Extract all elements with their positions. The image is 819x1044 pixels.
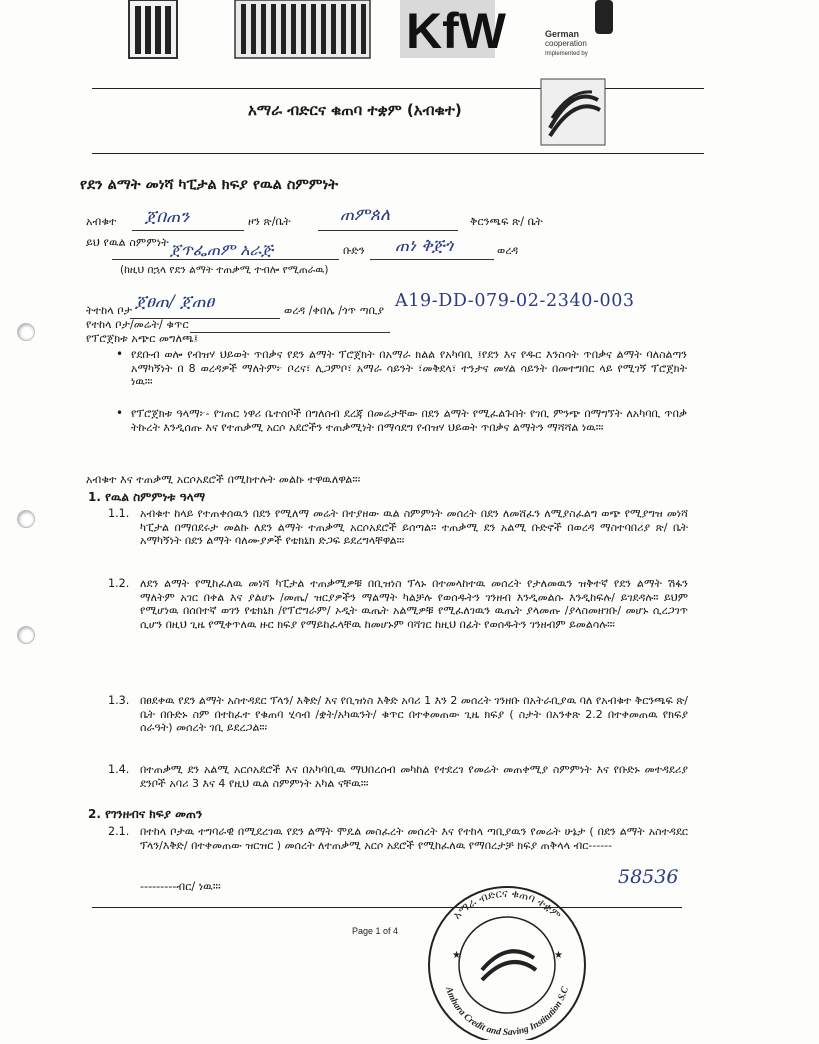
item-text: በተከላ ቦታዉ ተግባራዊ በሚደረገዉ የደን ልማት ሞዴል መስፈረት መሰረት እና የተከላ ጣቢያዉን የመሬት ሁኔታ ( በደን ልማት አስተዳደር ፕላን/እቅድ/ በተቀመጠው ዝርዝር ) መሰረት ለተጠቃሚ አርሶ አደሮች የሚከፈለዉ የማበረታቻ ክፍያ ጠቅላላ ብር------ — [140, 825, 688, 852]
item-text: ---------ብር/ ነዉ።፡ — [140, 880, 221, 893]
group-value: ጠነ ቅጅጎ — [395, 236, 454, 256]
document-title: የደን ልማት መነሻ ካፒታል ክፍያ የዉል ስምምነት — [80, 177, 339, 193]
punch-hole — [17, 323, 35, 341]
zone-value: ጠምጰለ — [340, 205, 391, 225]
section1-heading: 1. የዉል ስምምነቱ ዓላማ — [88, 490, 206, 504]
bullet-icon: • — [116, 347, 124, 361]
woreda-label: ወረዳ — [497, 244, 519, 257]
fill-line — [190, 332, 390, 333]
group-label: ቡድን — [343, 244, 365, 257]
ministry-logo — [235, 0, 370, 62]
acsi-logo — [540, 78, 606, 146]
branch-value: ጀበጠን — [145, 207, 190, 227]
ethiopia-emblem-logo — [127, 0, 179, 62]
site-suffix: ወረዳ /ቀበሌ /ጎጥ ጣቢያ — [284, 304, 385, 317]
punch-hole — [17, 626, 35, 644]
item-number: 1.1. — [108, 507, 130, 520]
header-rule — [92, 153, 704, 154]
item-number: 2.1. — [108, 825, 130, 838]
sub-branch-label: ቅርንጫፍ ጽ/ ቤት — [470, 215, 543, 228]
punch-hole — [17, 510, 35, 528]
kfw-logo — [400, 0, 506, 62]
bullet-text: የፕሮጀክቱ ዓላማ፦- የገጠር ነዋሪ ቤተሰቦች በግለሰብ ደረጃ በመሬታቸው በደን ልማት የሚፈልጉበት የገቢ ምንጭ በማግኘት ለአካባቢ ጥበቃ ትኩረት እንዲሰጡ እና የተጠቃሚ አርሶ አደሮችን ተጠቃሚነት በማሳደግ የብዝሃ ህይወት ጥበቃና ልማትን ማሻሻል ነዉ።፡ — [131, 407, 687, 434]
fill-line — [318, 230, 458, 231]
stamp-english-text: Amhara Credit and Saving Institution S.C — [443, 985, 571, 1039]
branch-label: አብቁተ — [86, 215, 117, 228]
svg-text:Amhara Credit and Saving Insti — [443, 985, 571, 1038]
bullet-icon: • — [116, 406, 124, 420]
site-label: ትተከላ ቦታ — [86, 304, 133, 317]
institution-title: አማራ ብድርና ቁጠባ ተቋም (አብቁተ) — [248, 101, 462, 119]
footer-rule — [92, 907, 682, 908]
plot-number: A19-DD-079-02-2340-003 — [395, 291, 635, 311]
contract-value: ጀጥፌጠም አራጅ — [170, 240, 274, 259]
amount-handwritten: 58536 — [618, 866, 679, 888]
item-number: 1.3. — [108, 694, 130, 707]
zone-label: ዞን ጽ/ቤት — [248, 215, 291, 228]
site-value: ጀፀጠ/ ጀጠፀ — [135, 292, 215, 312]
item-number: 1.2. — [108, 577, 130, 590]
item-text: ለደን ልማት የሚከፈለዉ መነሻ ካፒታል ተጠቃሚዎቹ በቢዝነስ ፕላኑ በተመላከተዉ መሰረት የታለመዉን ዝቅተኛ የደን ልማት ሽፋን ማለትም አገር በቀል እና ያልሆኑ /መጤ/ ዝርያዎችን ማልማት ካልቻሉ የወሰዱትን ገንዘብ እንዲመልሱ እንዲከፍሉ/ ይገደዳሉ። ይህም የሚሆነዉ በሰበተኛ ወገን የቴክኒክ /የፕሮግራም/ ኦዲት ዉጤት አልሚዎቹ የሚፈለገዉን ዉጤት ያላመጡ /ያላስመዘገቡ/ መሆኑ ሲረጋገጥ ሲሆን በዚህ ጊዜ የሚቀጥለዉ ዙር ክፍያ የማይከፈላቸዉ ከመሆኑም ባሻገር ከዚህ በፊት የወሰዱትን ገንዘብም ይመልሳሉ።፡ — [140, 577, 688, 631]
svg-text:★: ★ — [452, 950, 461, 961]
header-rule — [92, 88, 704, 89]
item-text: አብቁተ ከላይ የተጠቀሰዉን በደን የሚለማ መሬት በተያዘው ዉል ስምምነት መሰረት በደን ለመሸፈን ለሚያስፈልግ ወጭ የሚያግዝ መነሻ ካፒታል በማበደሩታ መልኩ ለደን ልማት ተጠቃሚ አርሶአደሮች ይሰጣል። ተጠቃሚ ደን አልሚ ቡድኖች በወረዳ ማስተባበሪያ ጽ/ ቤት አማካኝነት በደን ልማት ባለሙያዎች የቴክኒክ ድጋፍ ይደረግላቸዋል።፡ — [140, 507, 688, 548]
beneficiary-note: (ከዚህ በኋላ የደን ልማት ተጠቃሚ ተብሎ የሚጠራዉ) — [120, 264, 329, 276]
project-desc-label: የፕሮጀክቱ አጭር መግለጫ፤ — [86, 332, 199, 345]
item-text: በፀደቀዉ የደን ልማት አስተዳደር ፕላን/ እቅድ/ እና የቢዝነስ እቅድ አባሪ 1 እን 2 መሰረት ገንዘቡ በአትራቢያዉ ባለ የአብቁተ ቅርንጫፍ ጽ/ቤት በቡድኑ ስም በተከፈተ የቁጠባ ሂሳብ /ቋት/አካዉንት/ ቁጥር በተቀመጠው ጊዜ ክፍያ ( ስታት በአንቀጽ 2.2 በተቀመጠዉ የክፍያ ሰራዓት) መሰረት ገቢ ይደረጋል።፡ — [140, 694, 688, 735]
plot-label: የተከላ ቦታ/መሬት/ ቁጥር — [86, 318, 189, 331]
intro-line: አብቁተ እና ተጠቃሚ አርሶአደሮች በሚከተሉት መልኩ ተዋዉለዋል።፡ — [86, 473, 361, 486]
stamp-outer-text: አማራ ብድርና ቁጠባ ተቋም — [450, 886, 564, 922]
svg-text:★: ★ — [554, 950, 563, 961]
bullet-text: የደቡብ ወሎ የብዝሃ ህይወት ጥበቃና የደን ልማት ፕሮጀክት በአማራ ክልል የአካባቢ ፤የደን እና የዱር እንስሳት ጥበቃና ልማት ባለስልጣን አማካኝነት በ 8 ወረዳዎች ማለትም፦ ቦረና፣ ሊጋምቦ፣ አማራ ሳይንት ፣መቅደላ፣ ተንታና መሃል ሳይንት በመተግበር ላይ የሚገኝ ፕሮጀክት ነዉ።፡ — [131, 348, 687, 389]
section2-heading: 2. የገንዘብና ክፍያ መጠን — [88, 807, 203, 821]
item-text: በተጠቃሚ ደን አልሚ አርሶአደሮች እና በአካባቢዉ ማህበረሰብ መካከል የተደረገ የመሬት መጠቀሚያ ስምምነት እና የቡድኑ መተዳደሪያ ደንቦች አባሪ 3 እና 4 የዚህ ዉል ስምምነት አካል ናቸዉ።፡ — [140, 763, 688, 790]
institution-stamp — [422, 880, 592, 1039]
page-number: Page 1 of 4 — [352, 926, 399, 936]
item-number: 1.4. — [108, 763, 130, 776]
giz-logo-text: German cooperation Implemented by — [545, 29, 588, 57]
kfw-logo-text: KfW — [406, 3, 506, 59]
fill-line — [112, 259, 339, 260]
contract-label: ይህ የዉል ስምምነት — [86, 236, 169, 249]
fill-line — [132, 230, 244, 231]
fill-line — [370, 259, 494, 260]
